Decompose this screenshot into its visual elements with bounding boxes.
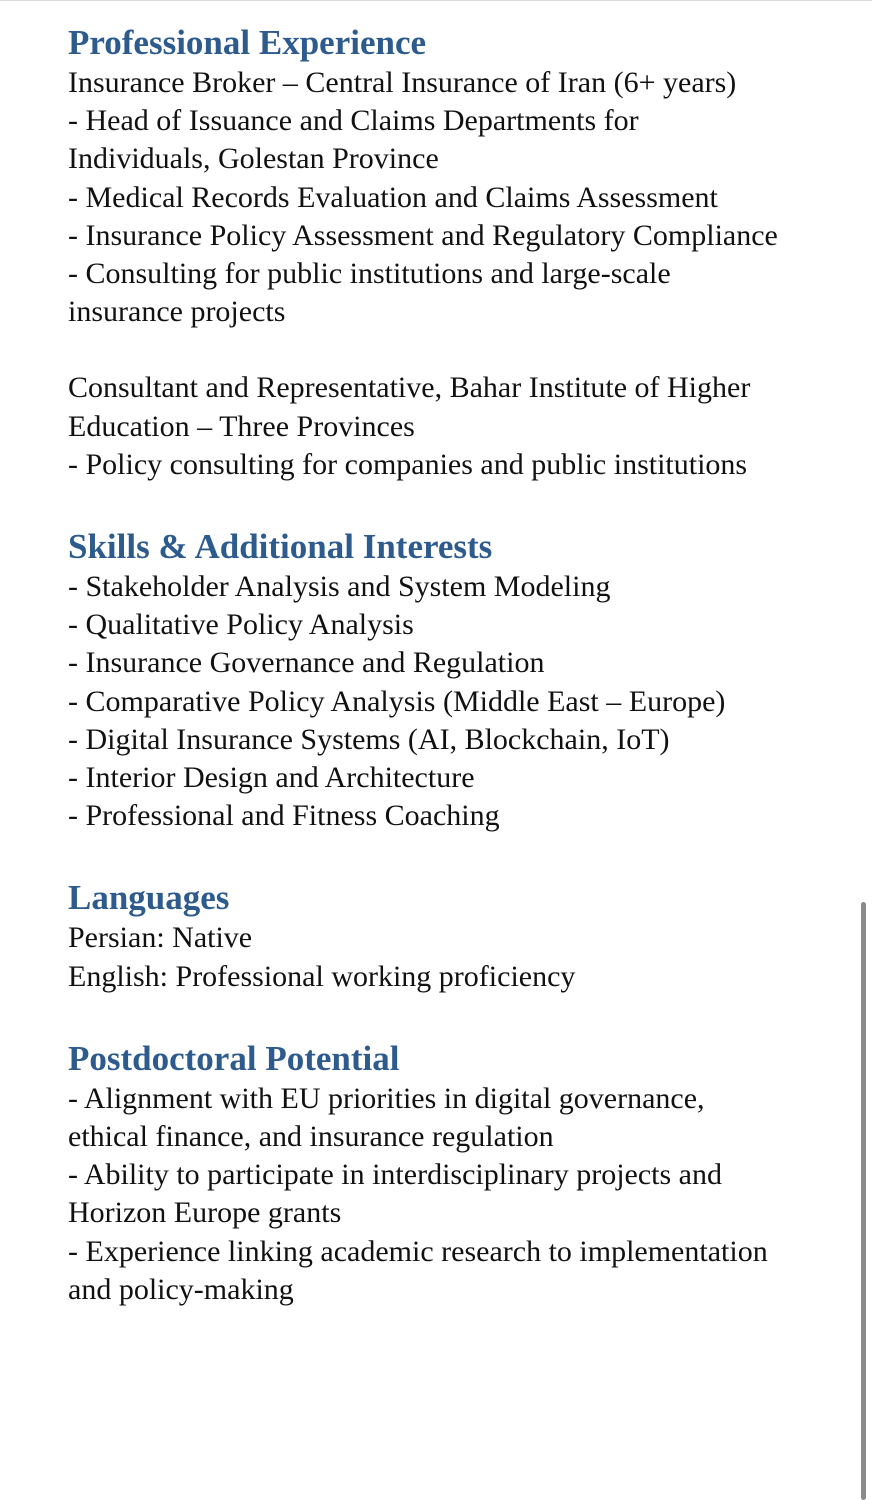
skills-line: - Digital Insurance Systems (AI, Blockchain, IoT) [68,722,670,756]
document-body [68,22,858,1309]
skills-line: - Qualitative Policy Analysis [68,608,414,642]
spacer [68,835,858,877]
postdoc-line: ethical finance, and insurance regulation [68,1120,554,1154]
experience-line: Education – Three Provinces [68,409,415,443]
section-title-skills: Skills & Additional Interests [68,527,493,567]
experience-line: - Consulting for public institutions and large-scale [68,257,671,291]
experience-line: Individuals, Golestan Province [68,142,439,176]
postdoc-line: - Experience linking academic research to implementation [68,1234,768,1268]
section-title-languages: Languages [68,878,230,918]
spacer [68,331,858,369]
skills-line: - Interior Design and Architecture [68,761,475,795]
skills-line: - Stakeholder Analysis and System Modeling [68,570,611,604]
spacer [68,484,858,526]
skills-line: - Comparative Policy Analysis (Middle East – Europe) [68,684,726,718]
vertical-scrollbar[interactable] [861,902,866,1500]
experience-line: insurance projects [68,295,286,329]
postdoc-line: Horizon Europe grants [68,1196,342,1230]
experience-line: - Head of Issuance and Claims Departments for [68,104,639,138]
spacer [68,996,858,1038]
postdoc-line: - Ability to participate in interdisciplinary projects and [68,1158,722,1192]
section-title-postdoc: Postdoctoral Potential [68,1038,400,1078]
experience-line: - Insurance Policy Assessment and Regulatory Compliance [68,218,778,252]
postdoc-line: - Alignment with EU priorities in digital governance, [68,1081,705,1115]
experience-line: - Medical Records Evaluation and Claims Assessment [68,180,718,214]
experience-line: Consultant and Representative, Bahar Institute of Higher [68,371,751,405]
skills-line: - Professional and Fitness Coaching [68,799,500,833]
experience-line: - Policy consulting for companies and public institutions [68,447,748,481]
top-divider [0,0,872,1]
section-title-experience: Professional Experience [68,23,427,62]
languages-line: Persian: Native [68,921,253,955]
experience-line: Insurance Broker – Central Insurance of Iran (6+ years) [68,66,737,99]
skills-line: - Insurance Governance and Regulation [68,646,545,680]
postdoc-line: and policy-making [68,1272,294,1306]
languages-line: English: Professional working proficiency [68,959,576,993]
